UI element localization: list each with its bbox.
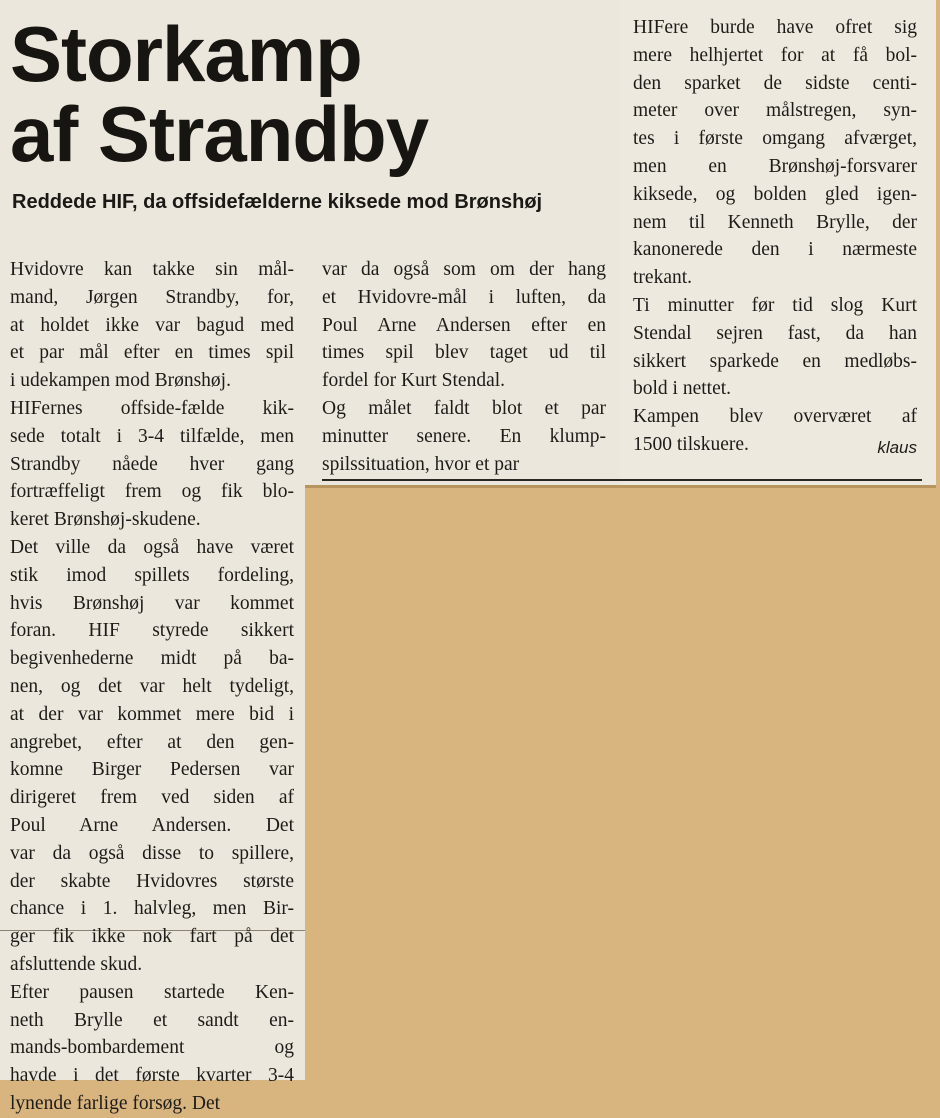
text-line: Kampen blev overværet af	[633, 406, 917, 428]
headline-line-1: Storkamp	[10, 10, 362, 98]
text-line: chance i 1. halvleg, men Bir-	[10, 898, 294, 920]
text-line: tes i første omgang afværget,	[633, 128, 917, 150]
text-line: Og målet faldt blot et par	[322, 397, 606, 419]
text-line: Hvidovre kan takke sin mål-	[10, 259, 294, 280]
paragraph	[10, 395, 294, 534]
text-line: afsluttende skud.	[10, 953, 143, 975]
text-line: dirigeret frem ved siden af	[10, 787, 294, 809]
subheadline: Reddede HIF, da offsidefælderne kiksede mod Brønshøj	[12, 191, 543, 213]
headline	[10, 10, 429, 178]
article-end-rule	[322, 479, 922, 481]
text-line: trekant.	[633, 267, 693, 289]
text-line: kanonerede den i nærmeste	[633, 239, 917, 261]
text-line: spilssituation, hvor et par	[322, 453, 520, 475]
text-line: nem til Kenneth Brylle, der	[633, 211, 917, 233]
text-line: et par mål efter en times spil	[10, 342, 294, 364]
headline-line-2: af Strandby	[10, 90, 429, 178]
text-line: kiksede, og bolden gled igen-	[633, 183, 917, 205]
text-line: Poul Arne Andersen efter en	[322, 314, 606, 336]
text-line: fordel for Kurt Stendal.	[322, 370, 506, 392]
paragraph	[633, 292, 917, 403]
text-line: Poul Arne Andersen. Det	[10, 814, 294, 836]
text-line: var da også disse to spillere,	[10, 842, 294, 864]
clipping-edge-shadow	[305, 485, 936, 488]
text-line: komne Birger Pedersen var	[10, 759, 294, 781]
text-line: keret Brønshøj-skudene.	[10, 509, 201, 531]
text-line: neth Brylle et sandt en-	[10, 1009, 294, 1031]
text-line: sede totalt i 3-4 tilfælde, men	[10, 425, 294, 447]
text-line: Ti minutter før tid slog Kurt	[633, 294, 917, 316]
text-line: mand, Jørgen Strandby, for,	[10, 286, 294, 308]
article-column-2	[322, 256, 606, 478]
text-line: mere helhjertet for at få bol-	[633, 44, 917, 66]
paragraph	[322, 395, 606, 478]
text-line: havde i det første kvarter 3-4	[10, 1065, 294, 1087]
text-line: hvis Brønshøj var kommet	[10, 592, 294, 614]
text-line: bold i nettet.	[633, 378, 732, 400]
text-line: et Hvidovre-mål i luften, da	[322, 286, 606, 308]
text-line: angrebet, efter at den gen-	[10, 731, 294, 753]
text-line: minutter senere. En klump-	[322, 425, 606, 447]
article-column-3	[633, 14, 917, 459]
paragraph	[10, 534, 294, 979]
text-line: stik imod spillets fordeling,	[10, 564, 294, 586]
text-line: sikkert sparkede en medløbs-	[633, 350, 917, 372]
text-line: var da også som om der hang	[322, 259, 606, 280]
text-line: at holdet ikke var bagud med	[10, 314, 294, 336]
text-line: ger fik ikke nok fart på det	[10, 926, 294, 948]
text-line: i udekampen mod Brønshøj.	[10, 370, 231, 392]
text-line: HIFernes offside-fælde kik-	[10, 397, 294, 419]
text-line: der skabte Hvidovres største	[10, 870, 294, 892]
paragraph	[633, 14, 917, 292]
text-line: nen, og det var helt tydeligt,	[10, 675, 294, 697]
text-line: Strandby nåede hver gang	[10, 453, 294, 475]
text-line: Det ville da også have været	[10, 536, 294, 558]
text-line: den sparket de sidste centi-	[633, 72, 917, 94]
text-line: men en Brønshøj-forsvarer	[633, 155, 917, 177]
article-column-1	[10, 256, 294, 1118]
text-line: mands-bombardement og	[10, 1037, 294, 1059]
text-line: HIFere burde have ofret sig	[633, 17, 917, 38]
paragraph	[10, 979, 294, 1118]
text-line: at der var kommet mere bid i	[10, 703, 294, 725]
text-line: foran. HIF styrede sikkert	[10, 620, 294, 642]
text-line: 1500 tilskuere.	[633, 433, 749, 455]
text-line: begivenhederne midt på ba-	[10, 648, 294, 670]
paragraph	[10, 256, 294, 395]
text-line: lynende farlige forsøg. Det	[10, 1092, 221, 1114]
text-line: meter over målstregen, syn-	[633, 100, 917, 122]
text-line: fortræffeligt frem og fik blo-	[10, 481, 294, 503]
text-line: Efter pausen startede Ken-	[10, 981, 294, 1003]
paragraph	[322, 256, 606, 395]
text-line: times spil blev taget ud til	[322, 342, 606, 364]
author-signature: klaus	[877, 438, 917, 457]
text-line: Stendal sejren fast, da han	[633, 322, 917, 344]
